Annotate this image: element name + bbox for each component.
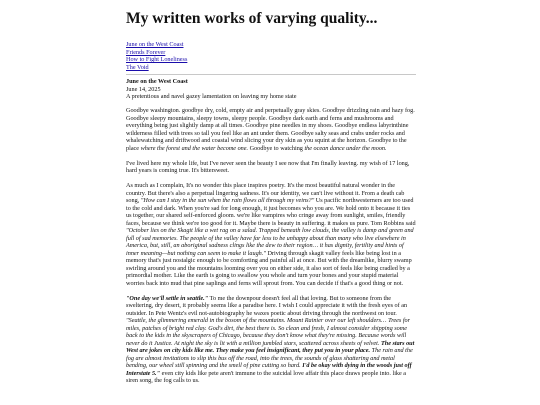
text-run: To me the downpour doesn't feel all that loving. But to someone from the sweltering, dry desert, it probably seems like a paradise here. I wish I could appreciate it with the fresh eyes of an outsider. In Pete Wentz's evil not-autobiography he waxes poetic about driving through the northwest on tour.: [126, 294, 408, 317]
blog-column: [126, 0, 416, 392]
bold-italic-quote: The stars out West are jokes on city kids like me. They make you feel insignificant, they put you in your place.: [126, 339, 415, 355]
italic-quote: the ocean dance under the moon.: [304, 144, 387, 152]
text-run: I've lived here my whole life, but I've never seen the beauty I see now that I'm finally leaving. my wish of 17 long, hard years is coming true. It's bittersweet.: [126, 159, 410, 175]
paragraph-2: [126, 160, 416, 175]
post-title: June on the West Coast: [126, 78, 188, 86]
bold-italic-quote: "One day we'll settle in seattle.": [126, 294, 209, 302]
toc-link-the-void[interactable]: The Void: [126, 63, 149, 71]
paragraph-3: [126, 182, 416, 287]
toc-link-how-to-fight-loneliness[interactable]: How to Fight Loneliness: [126, 56, 188, 64]
text-run: Us pacific northwesterners are too used to the cold and dark. When you're sad for long enough, it just becomes who you are. We hold onto it because it ties us together, our shared self-enforced gloom. we're like vampires who cringe away from sunlight, smiles, friendly faces, because we think we're too good for it. Maybe there is beauty in suffering. it makes us pure. Tom Robbins said: [126, 197, 416, 227]
text-run: Goodbye to watching: [248, 144, 305, 152]
italic-quote: "How can I stay in the sun when the rain flows all through my veins?": [140, 197, 315, 205]
text-run: Goodbye washington. goodbye dry, cold, empty air and perpetually gray skies. Goodbye drizzling rain and hazy fog. Goodbye sleepy mountains, sleepy towns, sleepy people. Goodbye dark earth and ferns and mushrooms and everything being just slightly damp at all times. Goodbye pine needles in my shoes. Goodbye endless labyrinthine wilderness filled with trees so tall you feel like an ant under them. Goodbye salty seas and crabs under rocks and whalewatching and driftwood and coastal wind slicing your dry skin as you squint at the horizon. Goodbye to the place: [126, 107, 415, 152]
paragraph-4: [126, 295, 416, 385]
italic-quote: where the forest and the water become one.: [140, 144, 249, 152]
table-of-contents: [126, 41, 416, 71]
bold-italic-quote: I'd be okay with dying in the woods just off Interstate 5.": [126, 362, 412, 377]
toc-link-friends-forever[interactable]: Friends Forever: [126, 48, 166, 56]
post: [126, 78, 416, 385]
divider: [126, 74, 416, 75]
text-run: Driving through skagit valley feels like being lost in a memory that's just nostalgic enough to be comforting and painful all at once. But with the dreamlike, blurry swamp swirling around you and the mountains looming over you on either side, it also sort of feels like being cradled by a primordial mother. Like the earth is going to swallow you whole and turn your bones and your stupid material worries back into mud that pine saplings and ferns will sprout from. You can decide if that's a good thing or not.: [126, 249, 412, 287]
post-subtitle: A pretentious and navel gazey lamentation on leaving my home state: [126, 92, 297, 100]
text-run: As much as I complain, It's no wonder this place inspires poetry. It's the most beautiful natural wonder in the country. But there's also a perpetual lingering sadness. It's our identity, we can't live without it. From a death cab song,: [126, 182, 405, 205]
italic-quote: "October lies on the Skagit like a wet rag on a salad. Trapped beneath low clouds, the valley is damp and green and full of sad memories. The people of the valley have far less to be unhappy about than many who live elsewhere in America, but, still, an aboriginal sadness clings like the dew to their region… it has dignity, fertility and hints of inner meaning—but nothing can seem to make it laugh.": [126, 227, 414, 257]
post-date: June 14, 2025: [126, 85, 161, 93]
text-run: even city kids like pete aren't immune to the suicidal love affair this place draws people into. like a siren song, the fog calls to us.: [126, 369, 407, 385]
blog-title: My written works of varying quality...: [126, 10, 378, 27]
italic-quote: "Seattle, the glimmering emerald in the bosom of the mountains. Mount Rainier over our left shoulders… Trees for miles, patches of bright red clay. God's dirt, the best there is. So clean and fresh, I almost consider shipping some back to the kids in the skyscrapers of Chicago, because they don't know what they're missing. Because words will never do it Justice. At night the sky is lit with a million jumbled stars, scattered across sheets of velvet.: [126, 317, 411, 347]
toc-link-june-on-the-west-coast[interactable]: June on the West Coast: [126, 41, 184, 48]
italic-quote: The rain and the fog are almost invitations to slip this bus off the road, into the trees, the sounds of glass shattering and metal bending, our wheel still spinning and the smell of pine cutting so hard.: [126, 347, 413, 370]
paragraph-1: [126, 107, 416, 152]
